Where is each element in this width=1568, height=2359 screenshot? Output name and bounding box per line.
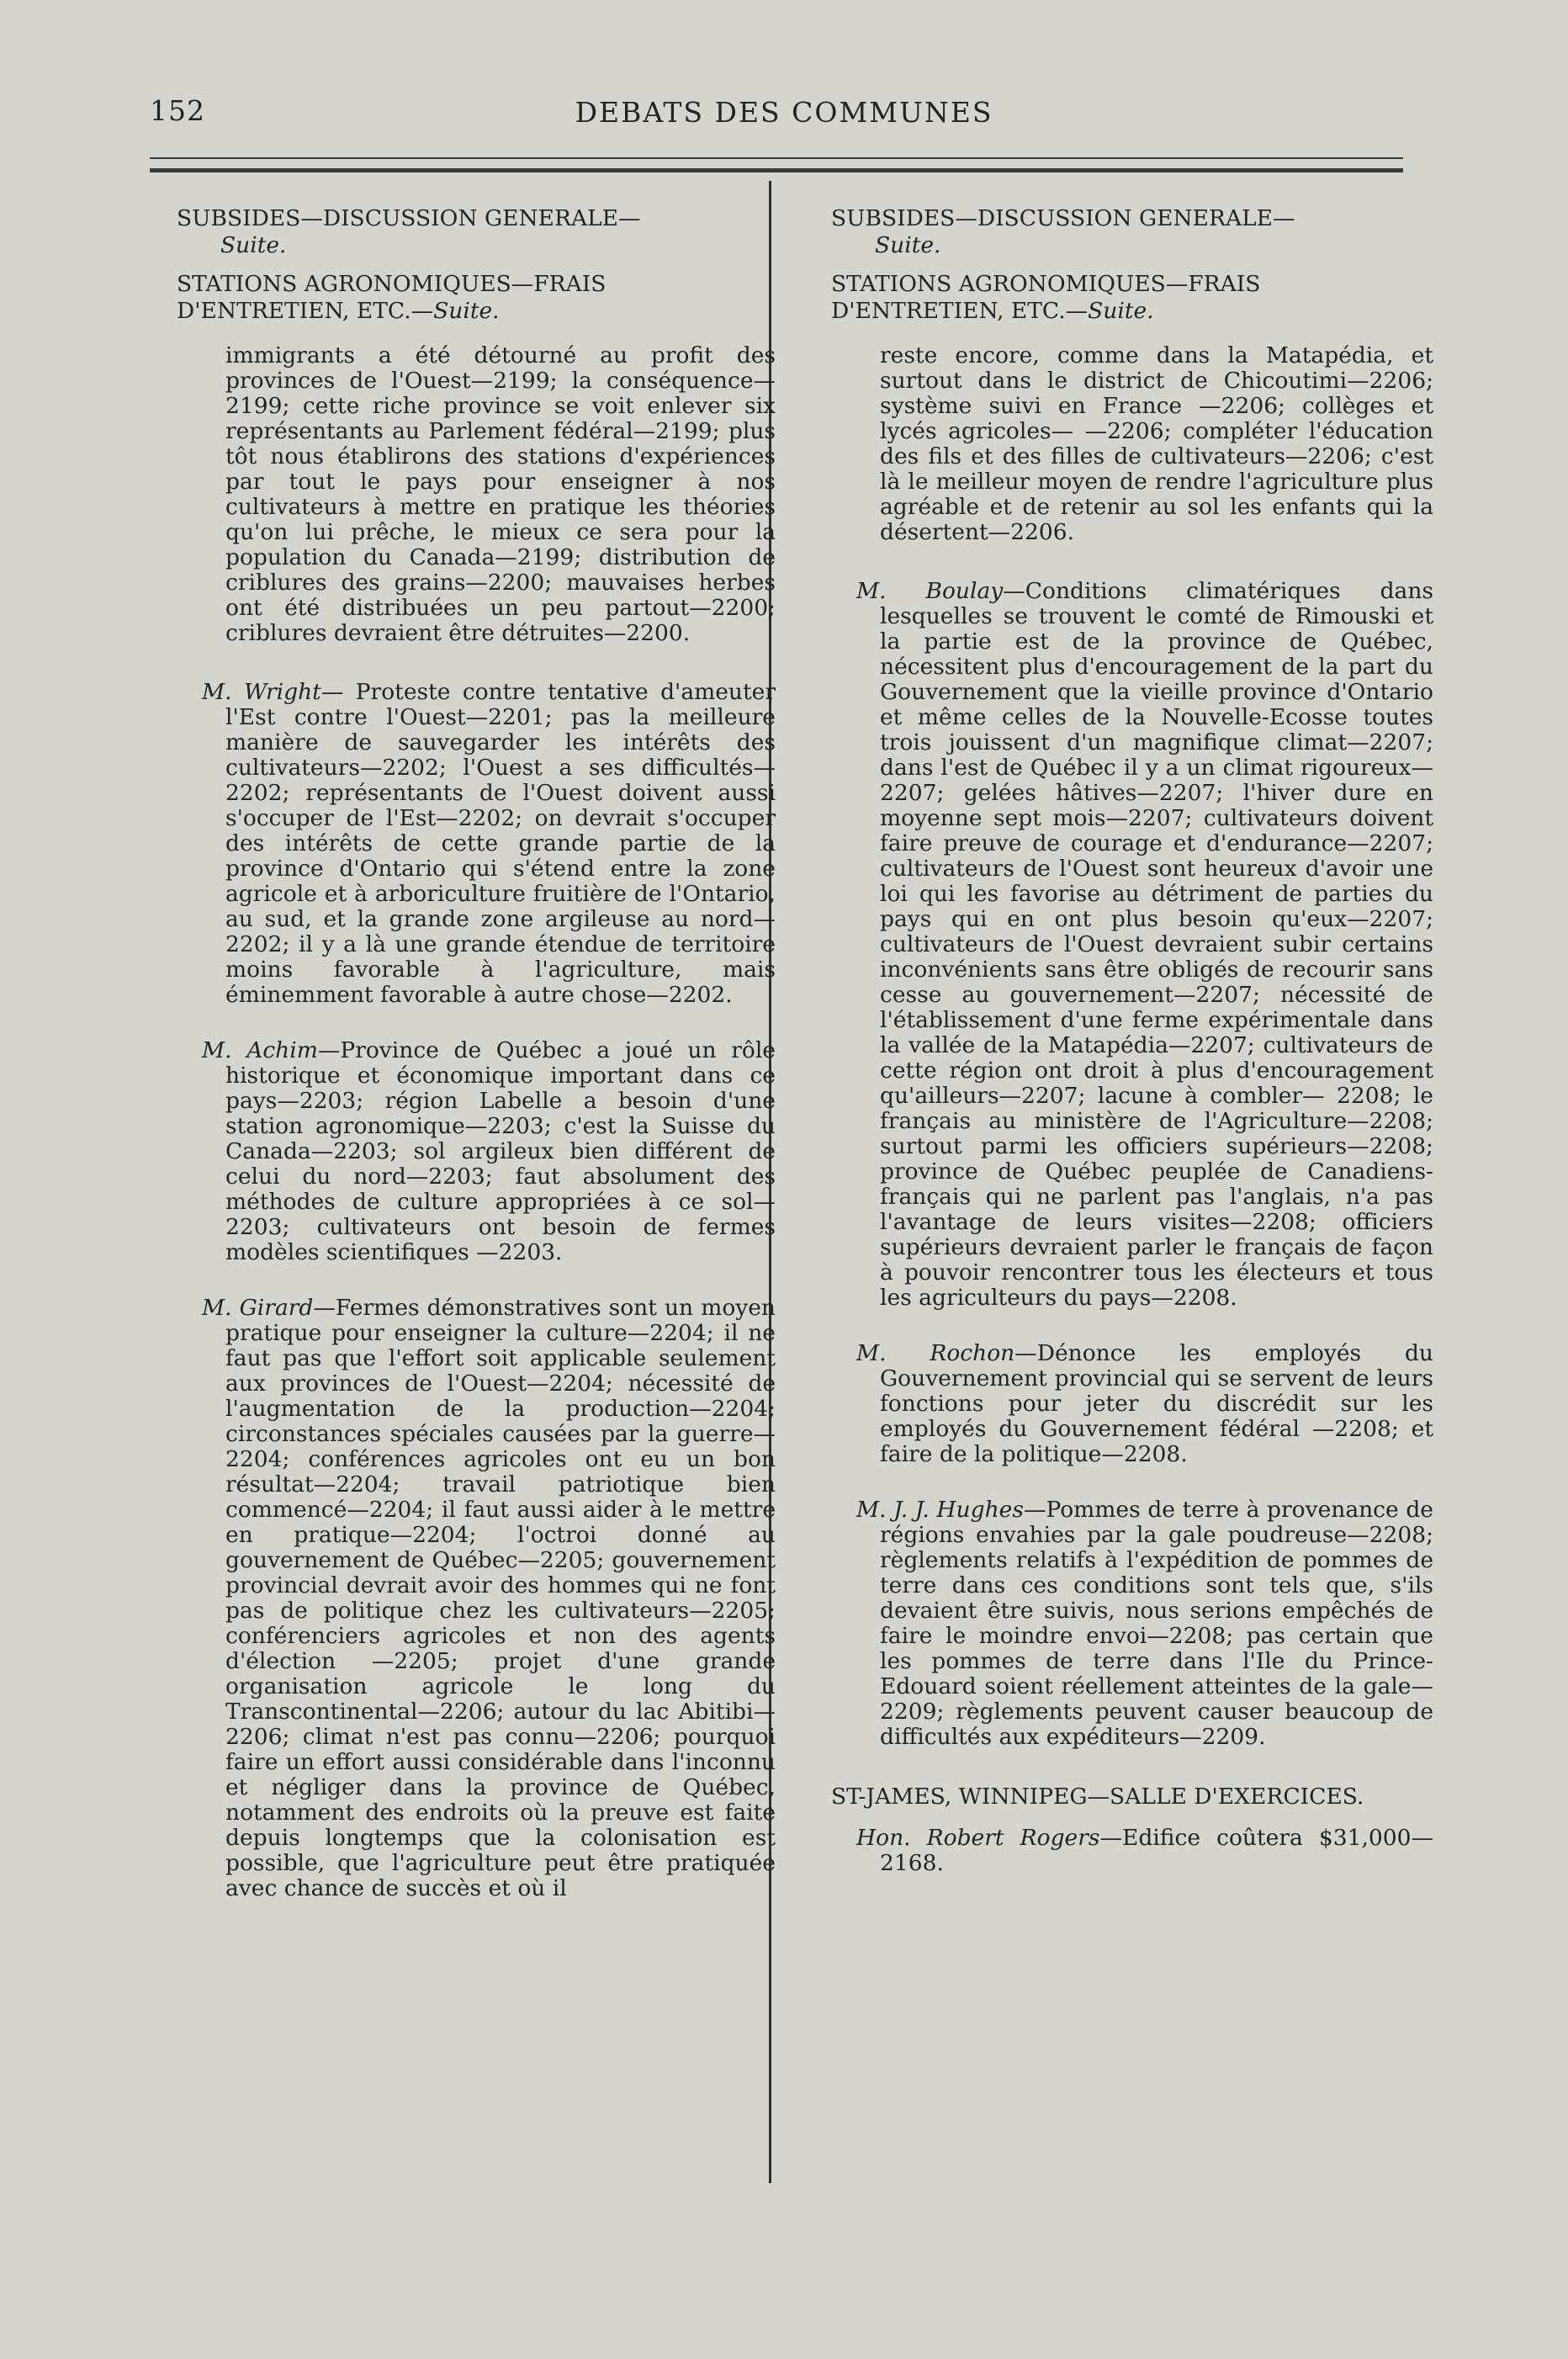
heading-text: SUBSIDES—DISCUSSION GENERALE— <box>177 205 641 231</box>
entry-text: — Proteste contre tentative d'ameuter l'Est contre l'Ouest—2201; pas la meilleure manière de sauvegarder les intérêts des cultivateurs—2202; l'Ouest a ses difficultés—2202; représentants de l'Ouest doivent aussi s'occuper de l'Est—2202; on devrait s'occuper des intérêts de cette grande partie de la province d'Ontario qui s'étend entre la zone agricole et à arboriculture fruitière de l'Ontario, au sud, et la grande zone argileuse au nord—2202; il y a là une grande étendue de territoire moins favorable à l'agriculture, mais éminemment favorable à autre chose—2202. <box>225 679 776 1008</box>
running-head: DEBATS DES COMMUNES <box>575 96 993 129</box>
heading-text: STATIONS AGRONOMIQUES—FRAIS D'ENTRETIEN, ETC.— <box>177 271 607 324</box>
heading-text: SUBSIDES—DISCUSSION GENERALE— <box>831 205 1295 231</box>
left-column <box>177 205 776 1901</box>
speaker-entry <box>202 679 776 1008</box>
section-heading <box>831 205 1433 259</box>
speaker-entry <box>856 1497 1433 1750</box>
right-column <box>831 205 1433 1876</box>
entry-text: —Dénonce les employés du Gouvernement provincial qui se servent de leurs fonctions pour jeter du discrédit sur les employés du Gouvernement fédéral —2208; et faire de la politique—2208. <box>880 1340 1433 1467</box>
subsection-heading <box>831 271 1433 325</box>
speaker-entry <box>856 1825 1434 1876</box>
entry-text: —Fermes démonstratives sont un moyen pratique pour enseigner la culture—2204; il ne faut pas que l'effort soit applicable seulement aux provinces de l'Ouest—2204; nécessité de l'augmentation de la production—2204; circonstances spéciales causées par la guerre—2204; conférences agricoles ont eu un bon résultat—2204; travail patriotique bien commencé—2204; il faut aussi aider à le mettre en pratique—2204; l'octroi donné au gouvernement de Québec—2205; gouvernement provincial devrait avoir des hommes qui ne font pas de politique chez les cultivateurs—2205; conférenciers agricoles et non des agents d'élection —2205; projet d'une grande organisation agricole le long du Transcontinental—2206; autour du lac Abitibi—2206; climat n'est pas connu—2206; pourquoi faire un effort aussi considérable dans l'inconnu et négliger dans la province de Québec, notamment des endroits où la preuve est faite depuis longtemps que la colonisation est possible, que l'agriculture peut être pratiquée avec chance de succès et où il <box>225 1295 776 1901</box>
speaker-name: M. J. J. Hughes <box>856 1497 1024 1523</box>
heading-continuation: Suite. <box>220 232 287 258</box>
continued-paragraph: immigrants a été détourné au profit des provinces de l'Ouest—2199; la conséquence—2199; cette riche province se voit enlever six représentants au Parlement fédéral—2199; plus tôt nous établirons des stations d'expériences par tout le pays pour enseigner à nos cultivateurs à mettre en pratique les théories qu'on lui prêche, le mieux ce sera pour la population du Canada—2199; distribution de criblures des grains—2200; mauvaises herbes ont été distribuées un peu partout—2200; criblures devraient être détruites—2200. <box>225 342 776 646</box>
speaker-entry <box>856 578 1433 1311</box>
speaker-name: M. Wright <box>202 679 321 705</box>
heading-continuation: Suite. <box>433 298 500 324</box>
header-rule-thick <box>150 168 1403 172</box>
speaker-entry <box>856 1340 1433 1467</box>
speaker-entry <box>202 1295 776 1901</box>
section-heading-st-james: ST-JAMES, WINNIPEG—SALLE D'EXERCICES. <box>831 1784 1364 1810</box>
speaker-name: M. Girard <box>202 1295 314 1321</box>
entry-text: —Province de Québec a joué un rôle historique et économique important dans ce pays—2203; région Labelle a besoin d'une station agronomique—2203; c'est la Suisse du Canada—2203; sol argileux bien différent de celui du nord—2203; faut absolument des méthodes de culture appropriées à ce sol—2203; cultivateurs ont besoin de fermes modèles scientifiques —2203. <box>225 1037 776 1265</box>
heading-text: STATIONS AGRONOMIQUES—FRAIS D'ENTRETIEN, ETC.— <box>831 271 1261 324</box>
speaker-name: M. Boulay <box>856 578 1004 604</box>
speaker-entry <box>202 1037 776 1265</box>
speaker-name: M. Achim <box>202 1037 318 1063</box>
entry-text: —Pommes de terre à provenance de régions envahies par la gale poudreuse—2208; règlements relatifs à l'expédition de pommes de terre dans ces conditions sont tels que, s'ils devaient être suivis, nous serions empêchés de faire le moindre envoi—2208; pas certain que les pommes de terre dans l'Ile du Prince-Edouard soient réellement atteintes de la gale—2209; règlements peuvent causer beaucoup de difficultés aux expéditeurs—2209. <box>880 1497 1433 1750</box>
entry-text: —Conditions climatériques dans lesquelles se trouvent le comté de Rimouski et la partie est de la province de Québec, nécessitent plus d'encouragement de la part du Gouvernement que la vieille province d'Ontario et même celles de la Nouvelle-Ecosse toutes trois jouissent d'un magnifique climat—2207; dans l'est de Québec il y a un climat rigoureux—2207; gelées hâtives—2207; l'hiver dure en moyenne sept mois—2207; cultivateurs doivent faire preuve de courage et d'endurance—2207; cultivateurs de l'Ouest sont heureux d'avoir une loi qui les favorise au détriment de parties du pays qui en ont plus besoin qu'eux—2207; cultivateurs de l'Ouest devraient subir certains inconvénients sans être obligés de recourir sans cesse au gouvernement—2207; nécessité de l'établissement d'une ferme expérimentale dans la vallée de la Matapédia—2207; cultivateurs de cette région ont droit à plus d'encouragement qu'ailleurs—2207; lacune à combler— 2208; le français au ministère de l'Agriculture—2208; surtout parmi les officiers supérieurs—2208; province de Québec peuplée de Canadiens-français qui ne parlent pas l'anglais, n'a pas l'avantage de leurs visites—2208; officiers supérieurs devraient parler le français de façon à pouvoir rencontrer tous les électeurs et tous les agriculteurs du pays—2208. <box>880 578 1433 1311</box>
entry-text: —Edifice coûtera $31,000—2168. <box>880 1825 1434 1876</box>
speaker-name: Hon. Robert Rogers <box>856 1825 1100 1851</box>
heading-continuation: Suite. <box>875 232 941 258</box>
heading-continuation: Suite. <box>1088 298 1154 324</box>
page-number: 152 <box>150 94 205 127</box>
speaker-name: M. Rochon <box>856 1340 1015 1366</box>
continued-paragraph: reste encore, comme dans la Matapédia, et surtout dans le district de Chicoutimi—2206; système suivi en France —2206; collèges et lycés agricoles— —2206; compléter l'éducation des fils et des filles de cultivateurs—2206; c'est là le meilleur moyen de rendre l'agriculture plus agréable et de retenir au sol les enfants qui la désertent—2206. <box>880 342 1433 545</box>
header-rule-thin <box>150 157 1403 159</box>
subsection-heading <box>177 271 776 325</box>
section-heading <box>177 205 776 259</box>
